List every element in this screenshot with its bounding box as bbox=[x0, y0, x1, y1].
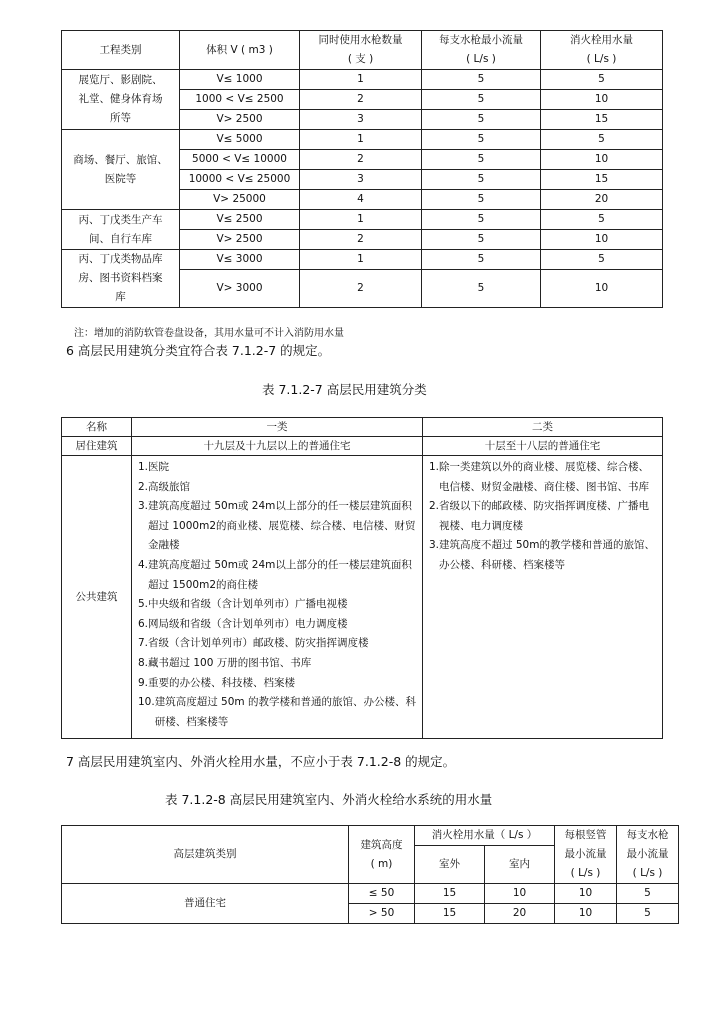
list-text: 建筑高度不超过 50m的教学楼和普通的旅馆、办公楼、科研楼、档案楼等 bbox=[439, 539, 655, 571]
water-cell: 5 bbox=[541, 250, 663, 270]
list-number: 4. bbox=[138, 558, 149, 571]
list-number: 6. bbox=[138, 617, 149, 630]
list-text: 省级以下的邮政楼、防灾指挥调度楼、广播电视楼、电力调度楼 bbox=[439, 500, 650, 532]
table-header-row bbox=[62, 826, 679, 846]
header-class-2: 二类 bbox=[423, 418, 663, 437]
volume-cell: V≤ 2500 bbox=[180, 210, 300, 230]
guns-cell: 2 bbox=[300, 270, 422, 308]
riser-cell: 10 bbox=[555, 884, 617, 904]
building-classification-table bbox=[61, 417, 663, 739]
guns-cell: 4 bbox=[300, 190, 422, 210]
indoor-cell: 10 bbox=[485, 884, 555, 904]
list-number: 1. bbox=[138, 461, 149, 473]
riser-cell: 10 bbox=[555, 904, 617, 924]
clause-7: 7 高层民用建筑室内、外消火栓用水量，不应小于表 7.1.2-8 的规定。 bbox=[66, 754, 456, 769]
minflow-cell: 5 bbox=[422, 90, 541, 110]
minflow-cell: 5 bbox=[422, 190, 541, 210]
header-guns: 同时使用水枪数量 ( 支 ) bbox=[300, 31, 422, 70]
list-text: 建筑高度超过 50m或 24m以上部分的任一楼层建筑面积超过 1000m2的商业楼、展览楼、综合楼、电信楼、财贸金融楼 bbox=[148, 500, 416, 552]
list-text: 重要的办公楼、科技楼、档案楼 bbox=[148, 676, 296, 689]
list-number: 10. bbox=[138, 696, 155, 709]
guns-cell: 3 bbox=[300, 170, 422, 190]
list-number: 2. bbox=[429, 500, 440, 513]
category-cell: 丙、丁戊类物品库 房、图书资料档案 库 bbox=[62, 250, 180, 308]
residential-label: 居住建筑 bbox=[62, 437, 132, 456]
list-number: 7. bbox=[138, 637, 149, 650]
minflow-cell: 5 bbox=[422, 150, 541, 170]
water-cell: 10 bbox=[541, 230, 663, 250]
volume-cell: 10000 < V≤ 25000 bbox=[180, 170, 300, 190]
category-cell: 商场、餐厅、旅馆、 医院等 bbox=[62, 130, 180, 210]
table-row bbox=[62, 884, 679, 904]
list-number: 8. bbox=[138, 656, 149, 669]
volume-cell: V≤ 1000 bbox=[180, 70, 300, 90]
water-cell: 5 bbox=[541, 130, 663, 150]
minflow-cell: 5 bbox=[422, 230, 541, 250]
residential-class-1: 十九层及十九层以上的普通住宅 bbox=[132, 437, 423, 456]
list-item bbox=[138, 556, 418, 595]
volume-cell: 5000 < V≤ 10000 bbox=[180, 150, 300, 170]
table-header-row bbox=[62, 418, 663, 437]
header-indoor: 室内 bbox=[485, 846, 555, 884]
list-number: 2. bbox=[138, 480, 149, 493]
volume-cell: V≤ 5000 bbox=[180, 130, 300, 150]
guns-cell: 1 bbox=[300, 210, 422, 230]
header-riser-flow: 每根竖管 最小流量 ( L/s ) bbox=[555, 826, 617, 884]
guns-cell: 1 bbox=[300, 130, 422, 150]
header-category: 高层建筑类别 bbox=[62, 826, 349, 884]
list-item bbox=[429, 497, 658, 536]
table-note: 注：增加的消防软管卷盘设备，其用水量可不计入消防用水量 bbox=[74, 328, 344, 339]
list-text: 建筑高度超过 50m或 24m以上部分的任一楼层建筑面积超过 1500m2的商住楼 bbox=[148, 558, 412, 591]
table-caption-7-1-2-8: 表 7.1.2-8 高层民用建筑室内、外消火栓给水系统的用水量 bbox=[165, 792, 493, 807]
list-number: 1. bbox=[429, 461, 440, 473]
table-row bbox=[62, 250, 663, 270]
header-category: 工程类别 bbox=[62, 31, 180, 70]
list-item bbox=[138, 595, 418, 615]
minflow-cell: 5 bbox=[422, 110, 541, 130]
volume-cell: V> 25000 bbox=[180, 190, 300, 210]
outdoor-cell: 15 bbox=[415, 904, 485, 924]
height-cell: ≤ 50 bbox=[349, 884, 415, 904]
volume-cell: V≤ 3000 bbox=[180, 250, 300, 270]
water-cell: 20 bbox=[541, 190, 663, 210]
minflow-cell: 5 bbox=[422, 250, 541, 270]
list-item bbox=[429, 536, 658, 575]
residential-class-2: 十层至十八层的普通住宅 bbox=[423, 437, 663, 456]
table-row bbox=[62, 130, 663, 150]
water-cell: 5 bbox=[541, 210, 663, 230]
volume-cell: V> 3000 bbox=[180, 270, 300, 308]
table-header-row bbox=[62, 31, 663, 70]
category-cell: 展览厅、影剧院、 礼堂、健身体育场 所等 bbox=[62, 70, 180, 130]
list-item bbox=[138, 615, 418, 635]
volume-cell: V> 2500 bbox=[180, 230, 300, 250]
volume-cell: 1000 < V≤ 2500 bbox=[180, 90, 300, 110]
hydrant-volume-table bbox=[61, 30, 663, 308]
gun-cell: 5 bbox=[617, 884, 679, 904]
water-cell: 15 bbox=[541, 110, 663, 130]
minflow-cell: 5 bbox=[422, 70, 541, 90]
table-row bbox=[62, 70, 663, 90]
public-label: 公共建筑 bbox=[62, 456, 132, 739]
minflow-cell: 5 bbox=[422, 270, 541, 308]
water-cell: 10 bbox=[541, 270, 663, 308]
minflow-cell: 5 bbox=[422, 210, 541, 230]
list-text: 省级（含计划单列市）邮政楼、防灾指挥调度楼 bbox=[148, 637, 369, 650]
list-item bbox=[138, 634, 418, 654]
header-class-1: 一类 bbox=[132, 418, 423, 437]
table-caption-7-1-2-7: 表 7.1.2-7 高层民用建筑分类 bbox=[262, 382, 427, 397]
list-item bbox=[138, 478, 418, 498]
list-item bbox=[138, 693, 418, 732]
guns-cell: 2 bbox=[300, 230, 422, 250]
height-cell: > 50 bbox=[349, 904, 415, 924]
list-number: 5. bbox=[138, 598, 149, 611]
table-row bbox=[62, 437, 663, 456]
water-cell: 10 bbox=[541, 150, 663, 170]
water-cell: 10 bbox=[541, 90, 663, 110]
list-item bbox=[138, 458, 418, 478]
guns-cell: 3 bbox=[300, 110, 422, 130]
guns-cell: 1 bbox=[300, 250, 422, 270]
list-number: 3. bbox=[429, 539, 440, 552]
list-text: 医院 bbox=[148, 461, 170, 473]
list-item bbox=[138, 674, 418, 694]
water-cell: 5 bbox=[541, 70, 663, 90]
header-minflow: 每支水枪最小流量 ( L/s ) bbox=[422, 31, 541, 70]
gun-cell: 5 bbox=[617, 904, 679, 924]
header-gun-flow: 每支水枪 最小流量 ( L/s ) bbox=[617, 826, 679, 884]
minflow-cell: 5 bbox=[422, 170, 541, 190]
clause-6: 6 高层民用建筑分类宜符合表 7.1.2-7 的规定。 bbox=[66, 343, 331, 358]
header-outdoor: 室外 bbox=[415, 846, 485, 884]
header-name: 名称 bbox=[62, 418, 132, 437]
minflow-cell: 5 bbox=[422, 130, 541, 150]
header-height: 建筑高度 ( m) bbox=[349, 826, 415, 884]
list-number: 3. bbox=[138, 500, 149, 513]
list-text: 藏书超过 100 万册的图书馆、书库 bbox=[148, 656, 312, 669]
hydrant-water-table bbox=[61, 825, 679, 924]
header-water: 消火栓用水量 ( L/s ) bbox=[541, 31, 663, 70]
list-text: 网局级和省级（含计划单列市）电力调度楼 bbox=[148, 617, 348, 630]
guns-cell: 2 bbox=[300, 150, 422, 170]
table-row bbox=[62, 456, 663, 739]
volume-cell: V> 2500 bbox=[180, 110, 300, 130]
list-item bbox=[429, 458, 658, 497]
water-cell: 15 bbox=[541, 170, 663, 190]
public-class-2-list bbox=[423, 456, 663, 739]
list-text: 除一类建筑以外的商业楼、展览楼、综合楼、电信楼、财贸金融楼、商住楼、图书馆、书库 bbox=[439, 461, 650, 493]
list-text: 建筑高度超过 50m 的教学楼和普通的旅馆、办公楼、科研楼、档案楼等 bbox=[154, 696, 416, 728]
list-item bbox=[138, 497, 418, 556]
list-text: 中央级和省级（含计划单列市）广播电视楼 bbox=[148, 598, 348, 611]
list-text: 高级旅馆 bbox=[148, 480, 191, 493]
guns-cell: 1 bbox=[300, 70, 422, 90]
public-class-1-list bbox=[132, 456, 423, 739]
table-row bbox=[62, 210, 663, 230]
header-water: 消火栓用水量（ L/s ） bbox=[415, 826, 555, 846]
list-number: 9. bbox=[138, 676, 149, 689]
list-item bbox=[138, 654, 418, 674]
outdoor-cell: 15 bbox=[415, 884, 485, 904]
guns-cell: 2 bbox=[300, 90, 422, 110]
category-cell: 丙、丁戊类生产车 间、自行车库 bbox=[62, 210, 180, 250]
header-volume: 体积 V ( m3 ) bbox=[180, 31, 300, 70]
category-cell: 普通住宅 bbox=[62, 884, 349, 924]
indoor-cell: 20 bbox=[485, 904, 555, 924]
